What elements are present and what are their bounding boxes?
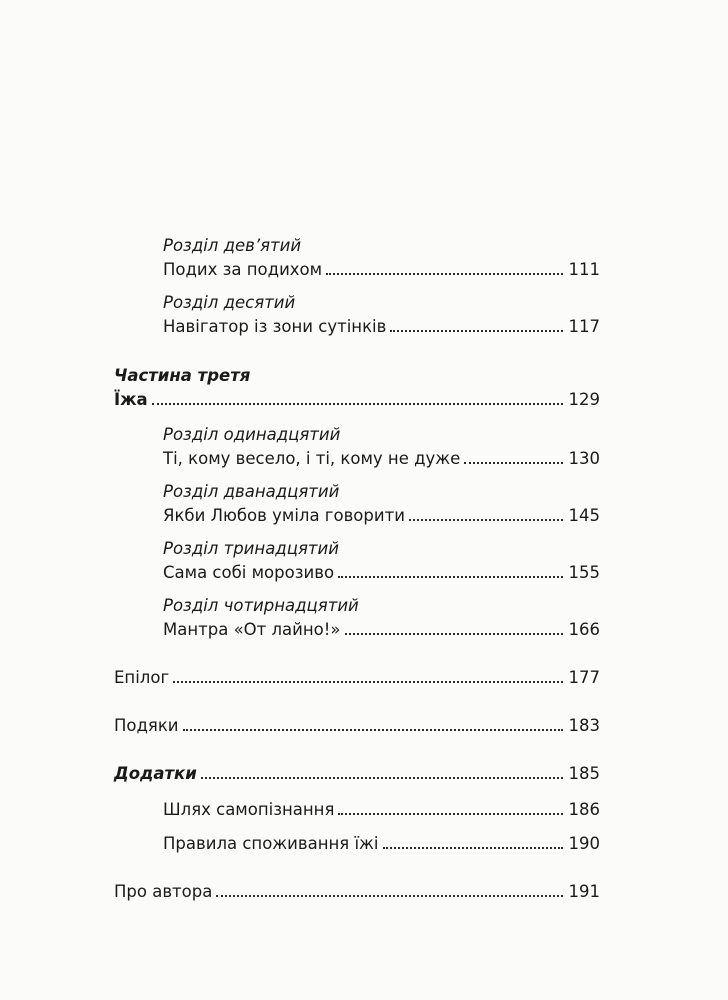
entry-title: Додатки bbox=[114, 764, 197, 783]
dot-leader bbox=[383, 847, 563, 849]
dot-leader bbox=[173, 681, 562, 683]
part-three-label: Частина третя bbox=[114, 366, 251, 385]
toc-entry-chapter-twelve[interactable] bbox=[163, 506, 600, 526]
page-number: 129 bbox=[568, 390, 600, 409]
toc-entry-chapter-nine[interactable] bbox=[163, 260, 600, 280]
toc-entry-chapter-eleven[interactable] bbox=[163, 449, 600, 469]
chapter-thirteen-label: Розділ тринадцятий bbox=[163, 539, 339, 558]
entry-title: Епілог bbox=[114, 668, 170, 687]
entry-title: Навігатор із зони сутінків bbox=[163, 317, 387, 336]
toc-entry-about-author[interactable] bbox=[114, 882, 600, 902]
dot-leader bbox=[183, 729, 563, 731]
dot-leader bbox=[326, 273, 562, 275]
toc-entry-part-three[interactable] bbox=[114, 390, 600, 410]
toc-entry-chapter-thirteen[interactable] bbox=[163, 563, 600, 583]
page-number: 130 bbox=[568, 449, 600, 468]
page-number: 155 bbox=[568, 563, 600, 582]
toc-entry-chapter-fourteen[interactable] bbox=[163, 620, 600, 640]
chapter-fourteen-label: Розділ чотирнадцятий bbox=[163, 596, 359, 615]
dot-leader bbox=[409, 519, 563, 521]
dot-leader bbox=[464, 462, 562, 464]
chapter-twelve-label: Розділ дванадцятий bbox=[163, 482, 340, 501]
toc-entry-appendix[interactable] bbox=[114, 764, 600, 784]
page-number: 117 bbox=[568, 317, 600, 336]
page-number: 191 bbox=[568, 882, 600, 901]
toc-entry-thanks[interactable] bbox=[114, 716, 600, 736]
page-number: 185 bbox=[568, 764, 600, 783]
page-number: 166 bbox=[568, 620, 600, 639]
entry-title: Подяки bbox=[114, 716, 179, 735]
toc-entry-chapter-ten[interactable] bbox=[163, 317, 600, 337]
toc-entry-epilogue[interactable] bbox=[114, 668, 600, 688]
entry-title: Якби Любов уміла говорити bbox=[163, 506, 405, 525]
page-number: 186 bbox=[568, 800, 600, 819]
page-number: 190 bbox=[568, 834, 600, 853]
dot-leader bbox=[390, 330, 562, 332]
dot-leader bbox=[345, 633, 563, 635]
dot-leader bbox=[338, 576, 562, 578]
chapter-ten-label: Розділ десятий bbox=[163, 293, 296, 312]
entry-title: Сама собі морозиво bbox=[163, 563, 335, 582]
toc-entry-eating-rules[interactable] bbox=[163, 834, 600, 854]
chapter-eleven-label: Розділ одинадцятий bbox=[163, 425, 341, 444]
dot-leader bbox=[216, 895, 562, 897]
entry-title: Їжа bbox=[114, 390, 148, 409]
entry-title: Подих за подихом bbox=[163, 260, 323, 279]
page-number: 145 bbox=[568, 506, 600, 525]
entry-title: Мантра «От лайно!» bbox=[163, 620, 341, 639]
chapter-nine-label: Розділ дев’ятий bbox=[163, 236, 302, 255]
dot-leader bbox=[338, 813, 562, 815]
page-number: 111 bbox=[568, 260, 600, 279]
page-number: 177 bbox=[568, 668, 600, 687]
entry-title: Ті, кому весело, і ті, кому не дуже bbox=[163, 449, 461, 468]
page-number: 183 bbox=[568, 716, 600, 735]
dot-leader bbox=[152, 403, 563, 405]
dot-leader bbox=[201, 777, 563, 779]
entry-title: Правила споживання їжі bbox=[163, 834, 379, 853]
entry-title: Про автора bbox=[114, 882, 213, 901]
entry-title: Шлях самопізнання bbox=[163, 800, 335, 819]
toc-entry-self-knowledge[interactable] bbox=[163, 800, 600, 820]
